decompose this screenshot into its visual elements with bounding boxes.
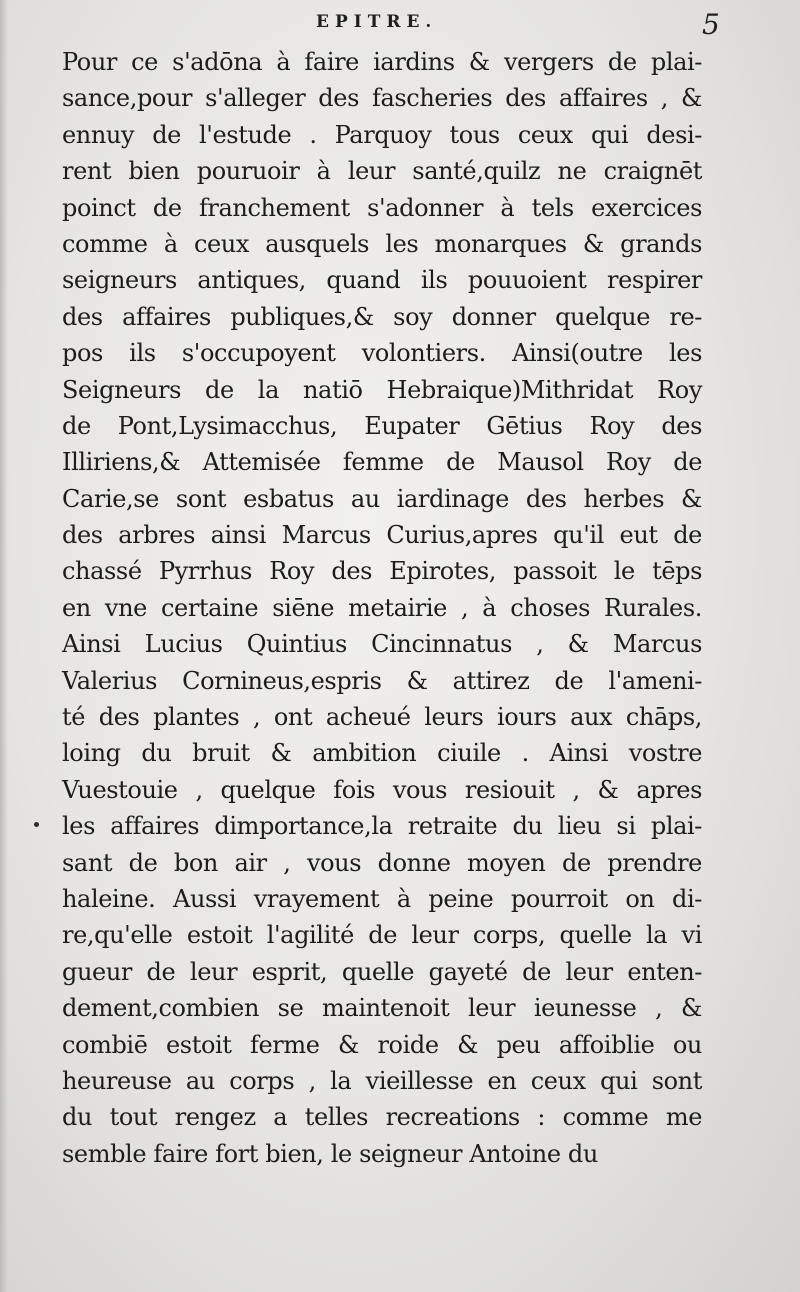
text-line: Carie,se sont esbatus au iardinage des herbes & [62, 484, 702, 513]
text-line: Pour ce s'adōna à faire iardins & vergers de plai- [62, 48, 702, 76]
text-line: heureuse au corps , la vieillesse en ceux qui sont [62, 1066, 702, 1095]
text-line: combiē estoit ferme & roide & peu affoiblie ou [62, 1030, 702, 1059]
running-head [0, 8, 800, 44]
text-line: loing du bruit & ambition ciuile . Ainsi vostre [62, 739, 702, 768]
text-line: seigneurs antiques, quand ils pouuoient respirer [62, 266, 702, 295]
text-line: en vne certaine siēne metairie , à choses Rurales. [62, 593, 702, 622]
text-line: semble faire fort bien, le seigneur Antoine du [62, 1139, 598, 1168]
text-line: sance,pour s'alleger des fascheries des affaires , & [62, 84, 702, 113]
text-line: haleine. Aussi vrayement à peine pourroit on di- [62, 884, 702, 913]
text-line: du tout rengez a telles recreations : comme me [62, 1103, 702, 1132]
text-line: comme à ceux ausquels les monarques & grands [62, 229, 702, 258]
text-line: té des plantes , ont acheué leurs iours aux chāps, [62, 703, 702, 732]
body-text [62, 44, 702, 1172]
page-edge-shadow [0, 0, 8, 1292]
ink-speck [34, 822, 39, 827]
text-line: gueur de leur esprit, quelle gayeté de leur enten- [62, 957, 702, 986]
text-line: Vuestouie , quelque fois vous resiouit , & apres [62, 775, 702, 804]
text-line: les affaires dimportance,la retraite du lieu si plai- [62, 812, 702, 841]
text-line: Illiriens,& Attemisée femme de Mausol Roy de [62, 448, 702, 477]
running-head-title: EPITRE. [316, 12, 438, 32]
page-number: 5 [702, 8, 720, 41]
text-line: Seigneurs de la natiō Hebraique)Mithridat Roy [62, 375, 702, 404]
text-line: Ainsi Lucius Quintius Cincinnatus , & Marcus [62, 630, 702, 659]
text-line: sant de bon air , vous donne moyen de prendre [62, 848, 702, 877]
text-line: de Pont,Lysimacchus, Eupater Gētius Roy des [62, 411, 702, 440]
text-line: poinct de franchement s'adonner à tels exercices [62, 193, 702, 222]
text-line: des affaires publiques,& soy donner quelque re- [62, 302, 702, 331]
text-line: des arbres ainsi Marcus Curius,apres qu'il eut de [62, 521, 702, 550]
text-line: rent bien pouruoir à leur santé,quilz ne craignēt [62, 157, 702, 186]
text-line: pos ils s'occupoyent volontiers. Ainsi(outre les [62, 339, 702, 368]
text-line: Valerius Cornineus,espris & attirez de l'ameni- [62, 666, 702, 695]
text-line: chassé Pyrrhus Roy des Epirotes, passoit le tēps [62, 557, 702, 586]
text-line: dement,combien se maintenoit leur ieunesse , & [62, 994, 702, 1023]
text-line: re,qu'elle estoit l'agilité de leur corps, quelle la vi [62, 921, 702, 950]
text-line: ennuy de l'estude . Parquoy tous ceux qui desi- [62, 120, 702, 149]
